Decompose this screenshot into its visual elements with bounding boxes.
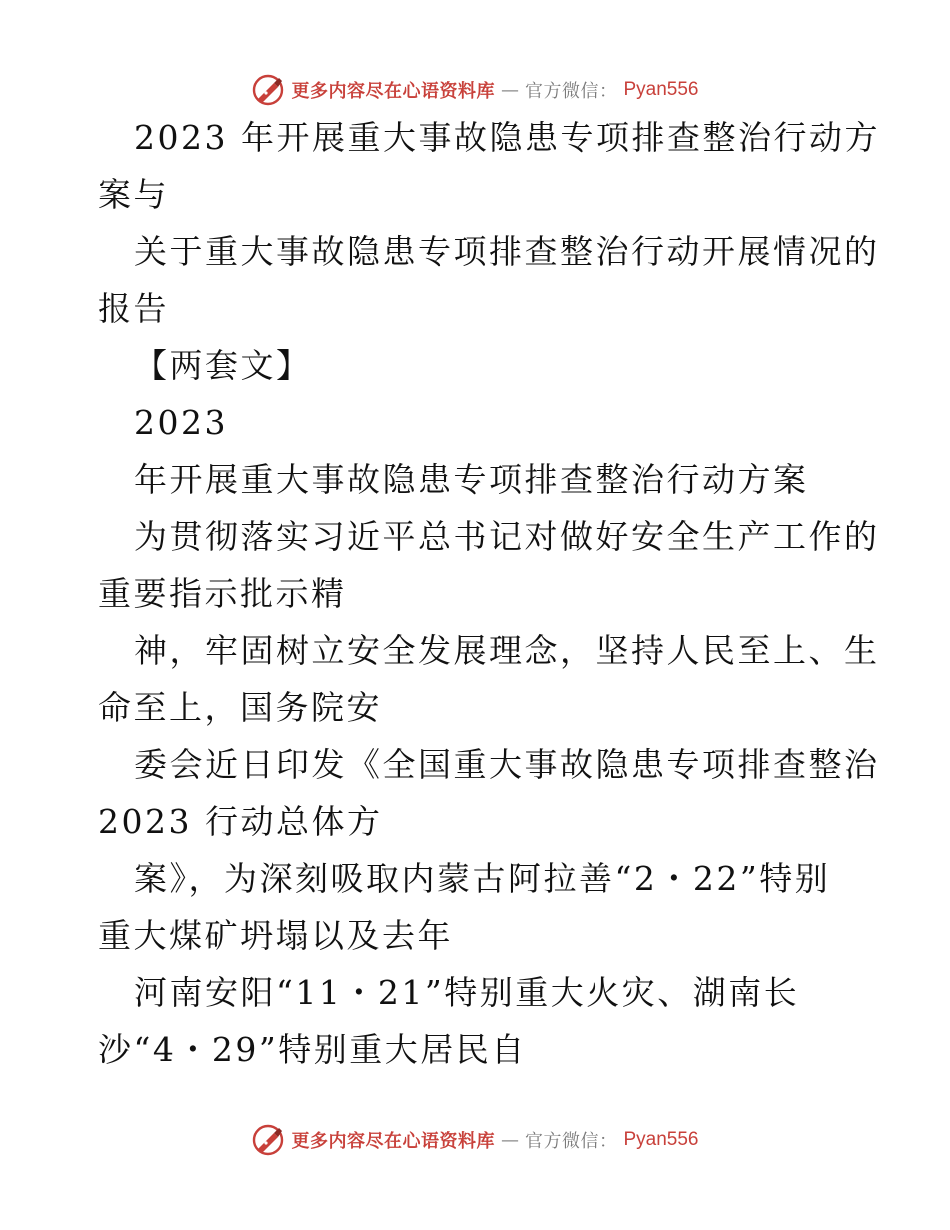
banner-dash: —: [500, 79, 519, 101]
paragraph-line: 2023 行动总体方: [98, 802, 383, 841]
paragraph-line: 重大煤矿坍塌以及去年: [98, 916, 453, 955]
banner-wechat-id: Pyan556: [623, 1129, 699, 1150]
title-line-4: 报告: [98, 289, 169, 328]
title-line-2: 案与: [98, 175, 169, 214]
paragraph-line: 神，牢固树立安全发展理念，坚持人民至上、生: [134, 631, 880, 670]
document-body: [98, 118, 880, 1087]
title-line-1: 2023 年开展重大事故隐患专项排查整治行动方: [134, 118, 880, 157]
heading-title: 年开展重大事故隐患专项排查整治行动方案: [134, 460, 809, 499]
pen-nib-logo-icon: [251, 73, 285, 107]
banner-title: 更多内容尽在心语资料库: [291, 81, 495, 102]
banner-wechat-id: Pyan556: [623, 79, 699, 100]
banner-dash: —: [500, 1129, 519, 1151]
paragraph-line: 重要指示批示精: [98, 574, 347, 613]
banner-wechat-label: 官方微信：: [524, 81, 618, 102]
paragraph-line: 案》，为深刻吸取内蒙古阿拉善“2・22”特别: [134, 859, 831, 898]
banner-wechat-label: 官方微信：: [524, 1131, 618, 1152]
paragraph-line: 沙“4・29”特别重大居民自: [98, 1030, 527, 1069]
heading-year: 2023: [134, 403, 228, 442]
section-tag: 【两套文】: [134, 346, 312, 385]
pen-nib-logo-icon: [251, 1123, 285, 1157]
paragraph-line: 命至上，国务院安: [98, 688, 382, 727]
title-line-3: 关于重大事故隐患专项排查整治行动开展情况的: [134, 232, 880, 271]
footer-banner: [0, 1120, 950, 1160]
header-banner: [0, 70, 950, 110]
paragraph-line: 委会近日印发《全国重大事故隐患专项排查整治: [134, 745, 880, 784]
paragraph-line: 为贯彻落实习近平总书记对做好安全生产工作的: [134, 517, 880, 556]
paragraph-line: 河南安阳“11・21”特别重大火灾、湖南长: [134, 973, 800, 1012]
banner-title: 更多内容尽在心语资料库: [291, 1131, 495, 1152]
